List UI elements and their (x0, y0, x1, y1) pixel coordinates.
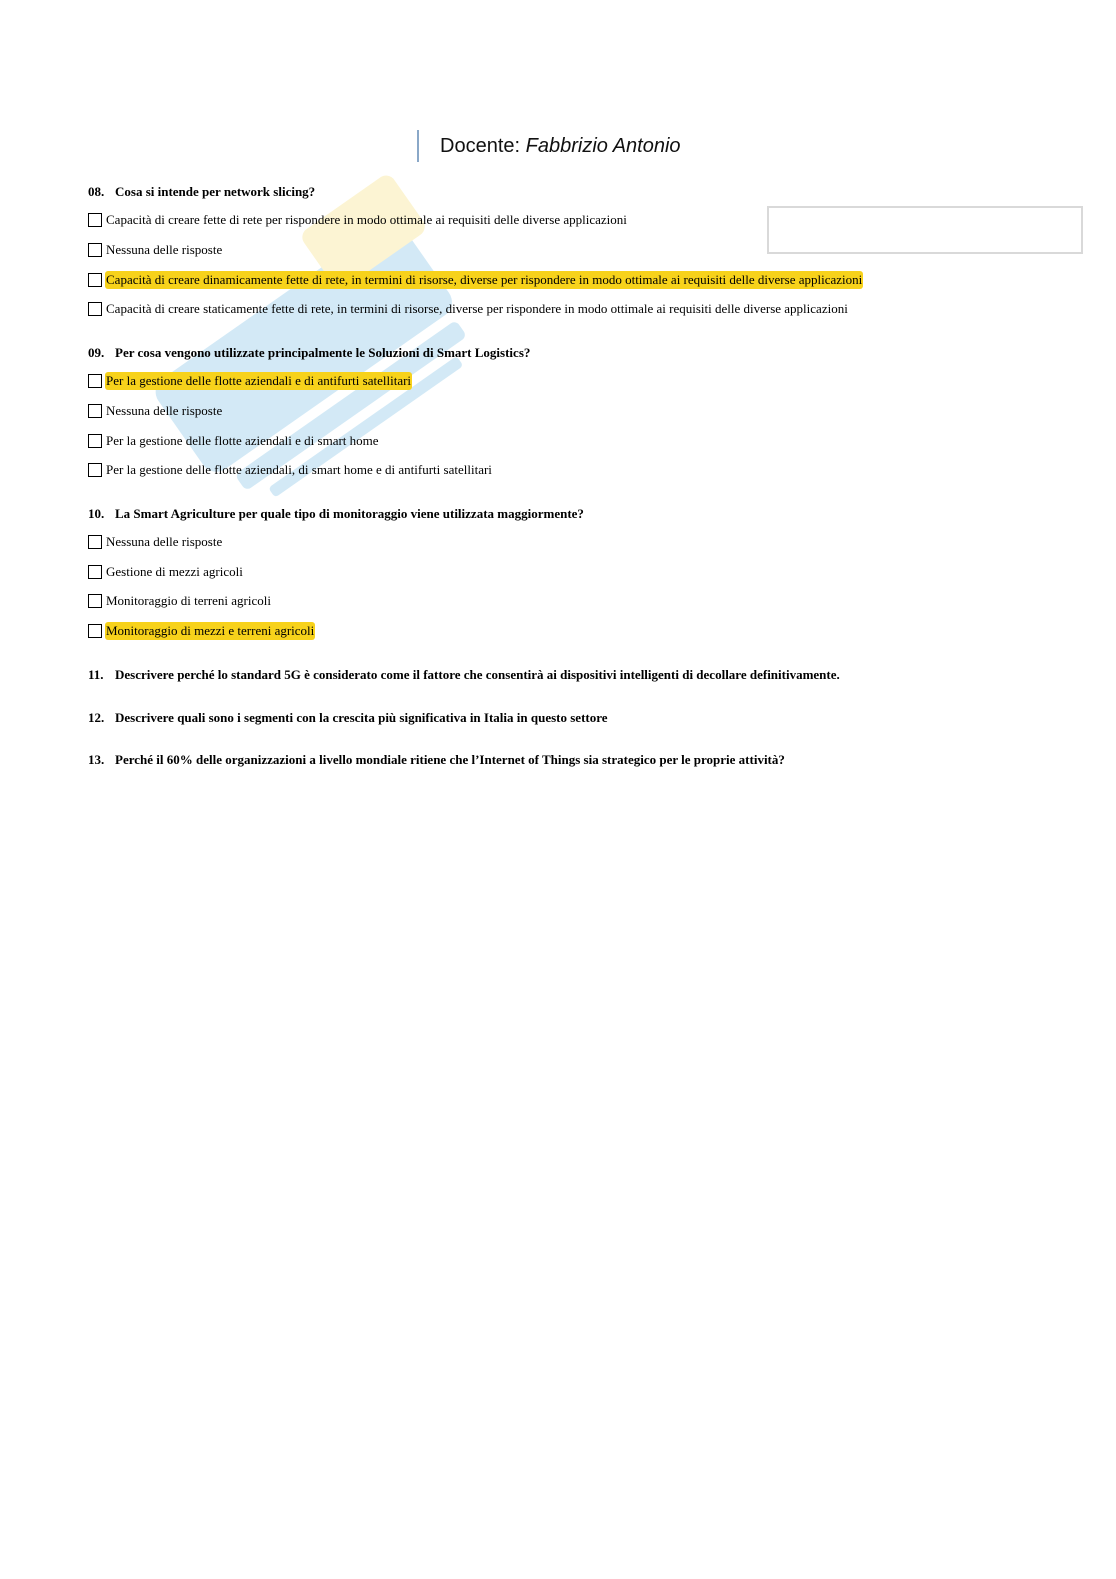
teacher-label (440, 135, 681, 158)
question-text: Perché il 60% delle organizzazioni a livello mondiale ritiene che l’Internet of Things sia strategico per le proprie attività? (115, 752, 785, 767)
question-text: Cosa si intende per network slicing? (115, 184, 316, 199)
option-text-highlighted: Monitoraggio di mezzi e terreni agricoli (106, 623, 315, 638)
option-text: Nessuna delle risposte (106, 403, 223, 418)
checkbox[interactable] (88, 302, 102, 316)
header-divider (417, 130, 419, 162)
question-text: Descrivere quali sono i segmenti con la crescita più significativa in Italia in questo settore (115, 710, 608, 725)
option-text-highlighted: Capacità di creare dinamicamente fette di rete, in termini di risorse, diverse per rispondere in modo ottimale ai requisiti delle diverse applicazioni (106, 272, 863, 287)
checkbox[interactable] (88, 243, 102, 257)
question-number: 13. (88, 752, 105, 767)
option-10-c[interactable] (88, 592, 272, 610)
option-08-c[interactable] (88, 271, 863, 289)
option-10-a[interactable] (88, 533, 223, 551)
question-12 (88, 710, 608, 726)
option-text: Capacità di creare fette di rete per rispondere in modo ottimale ai requisiti delle diverse applicazioni (106, 212, 627, 227)
checkbox[interactable] (88, 624, 102, 638)
option-10-b[interactable] (88, 563, 244, 581)
question-11 (88, 667, 840, 683)
option-text: Gestione di mezzi agricoli (106, 564, 243, 579)
teacher-name: Fabbrizio Antonio (525, 134, 681, 157)
option-text: Nessuna delle risposte (106, 242, 223, 257)
option-09-b[interactable] (88, 402, 223, 420)
checkbox[interactable] (88, 565, 102, 579)
question-text: Descrivere perché lo standard 5G è considerato come il fattore che consentirà ai dispositivi intelligenti di decollare definitivamente. (115, 667, 840, 682)
option-10-d[interactable] (88, 622, 315, 640)
option-text: Per la gestione delle flotte aziendali, di smart home e di antifurti satellitari (106, 462, 492, 477)
teacher-label-prefix: Docente: (440, 134, 521, 157)
question-number: 08. (88, 184, 105, 199)
question-number: 09. (88, 345, 105, 360)
teacher-header (417, 130, 681, 162)
question-number: 11. (88, 667, 104, 682)
checkbox[interactable] (88, 535, 102, 549)
question-08 (88, 184, 315, 200)
question-10 (88, 506, 584, 522)
question-text: La Smart Agriculture per quale tipo di monitoraggio viene utilizzata maggiormente? (115, 506, 584, 521)
checkbox[interactable] (88, 374, 102, 388)
question-number: 10. (88, 506, 105, 521)
option-text: Capacità di creare staticamente fette di rete, in termini di risorse, diverse per rispondere in modo ottimale ai requisiti delle diverse applicazioni (106, 301, 848, 316)
option-09-a[interactable] (88, 372, 412, 390)
option-08-a[interactable] (88, 211, 628, 229)
option-08-b[interactable] (88, 241, 223, 259)
option-08-d[interactable] (88, 300, 849, 318)
checkbox[interactable] (88, 213, 102, 227)
checkbox[interactable] (88, 463, 102, 477)
option-text-highlighted: Per la gestione delle flotte aziendali e di antifurti satellitari (106, 373, 412, 388)
checkbox[interactable] (88, 434, 102, 448)
question-13 (88, 752, 785, 768)
option-text: Monitoraggio di terreni agricoli (106, 593, 271, 608)
option-09-c[interactable] (88, 432, 380, 450)
option-text: Nessuna delle risposte (106, 534, 223, 549)
answer-box[interactable] (767, 206, 1083, 254)
question-09 (88, 345, 530, 361)
checkbox[interactable] (88, 404, 102, 418)
question-number: 12. (88, 710, 105, 725)
question-text: Per cosa vengono utilizzate principalmente le Soluzioni di Smart Logistics? (115, 345, 531, 360)
option-text: Per la gestione delle flotte aziendali e di smart home (106, 433, 379, 448)
checkbox[interactable] (88, 273, 102, 287)
checkbox[interactable] (88, 594, 102, 608)
option-09-d[interactable] (88, 461, 493, 479)
